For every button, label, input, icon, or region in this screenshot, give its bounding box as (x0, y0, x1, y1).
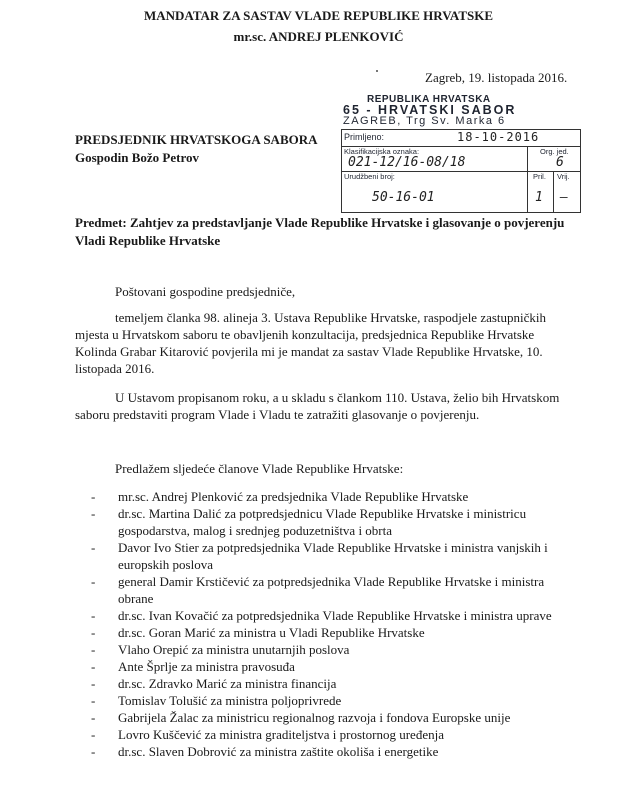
stamp-class-cell (342, 147, 528, 172)
place-date: Zagreb, 19. listopada 2016. (425, 70, 568, 85)
list-dash: - (91, 659, 96, 674)
stamp-republic: REPUBLIKA HRVATSKA (367, 94, 491, 105)
stamp-urbroj-value: 50-16-01 (372, 190, 435, 205)
list-dash: - (91, 574, 96, 589)
member-text: dr.sc. Ivan Kovačić za potpredsjednika Vlade Republike Hrvatske i ministra uprave (118, 608, 552, 623)
stamp-vrij-label: Vrij. (557, 172, 570, 181)
list-dash: - (91, 744, 96, 759)
list-dash: - (91, 710, 96, 725)
sender-title: MANDATAR ZA SASTAV VLADE REPUBLIKE HRVATSKE (143, 8, 494, 23)
list-dash: - (91, 642, 96, 657)
member-text: Ante Šprlje za ministra pravosuđa (118, 659, 295, 674)
member-text: dr.sc. Martina Dalić za potpredsjednicu Vlade Republike Hrvatske i ministricu (118, 506, 527, 521)
stamp-pril-value: 1 (535, 190, 543, 205)
stamp-received-label: Primljeno: (344, 132, 385, 142)
paragraph-1-line-4: listopada 2016. (75, 361, 155, 376)
list-dash: - (91, 489, 96, 504)
member-text: Lovro Kuščević za ministra graditeljstva i prostornog uređenja (118, 727, 444, 742)
list-dash: - (91, 506, 96, 521)
stamp-org-cell (528, 147, 580, 172)
stamp-address: ZAGREB, Trg Sv. Marka 6 (343, 115, 506, 127)
member-text-cont: gospodarstva, malog i srednjeg poduzetništva i obrta (118, 523, 393, 538)
member-text: Tomislav Tolušić za ministra poljoprivrede (118, 693, 342, 708)
member-text: dr.sc. Goran Marić za ministra u Vladi Republike Hrvatske (118, 625, 425, 640)
recipient-name: Gospodin Božo Petrov (75, 150, 199, 165)
stamp-received-value: 18-10-2016 (457, 130, 540, 144)
member-text: general Damir Krstičević za potpredsjednika Vlade Republike Hrvatske i ministra (118, 574, 545, 589)
list-dash: - (91, 676, 96, 691)
list-dash: - (91, 727, 96, 742)
member-text-cont: europskih poslova (118, 557, 213, 572)
list-dash: - (91, 625, 96, 640)
stamp-class-label: Klasifikacijska oznaka: (344, 147, 420, 156)
member-text: Vlaho Orepić za ministra unutarnjih poslova (118, 642, 350, 657)
stamp-sabor: 65 - HRVATSKI SABOR (343, 103, 517, 117)
stamp-org-value: 6 (556, 155, 564, 170)
stamp-org-label: Org. jed. (540, 147, 569, 156)
paragraph-2-line-1: U Ustavom propisanom roku, a u skladu s člankom 110. Ustava, želio bih Hrvatskom (115, 390, 560, 405)
recipient-title: PREDSJEDNIK HRVATSKOGA SABORA (75, 132, 318, 147)
stamp-vrij-cell (554, 172, 580, 212)
registry-stamp (337, 94, 582, 212)
subject-line-2: Vladi Republike Hrvatske (75, 233, 221, 248)
list-intro: Predlažem sljedeće članove Vlade Republike Hrvatske: (115, 461, 404, 476)
member-text: dr.sc. Slaven Dobrović za ministra zaštite okoliša i energetike (118, 744, 439, 759)
list-dash: - (91, 693, 96, 708)
scan-speck (376, 70, 378, 72)
stamp-urbroj-cell (342, 172, 528, 212)
paragraph-2-line-2: saboru predstaviti program Vlade i Vladu te zatražiti glasovanje o povjerenju. (75, 407, 480, 422)
stamp-pril-cell (528, 172, 554, 212)
member-text: dr.sc. Zdravko Marić za ministra financija (118, 676, 337, 691)
member-text-cont: obrane (118, 591, 154, 606)
stamp-received-cell (342, 130, 580, 147)
member-text: Gabrijela Žalac za ministricu regionalnog razvoja i fondova Europske unije (118, 710, 511, 725)
stamp-vrij-value: — (560, 190, 568, 205)
list-dash: - (91, 608, 96, 623)
paragraph-1-line-1: temeljem članka 98. alineja 3. Ustava Republike Hrvatske, raspodjele zastupničkih (115, 310, 547, 325)
subject-line-1: Predmet: Zahtjev za predstavljanje Vlade Republike Hrvatske i glasovanje o povjerenju (75, 215, 565, 230)
paragraph-1-line-2: mjesta u Hrvatskom saboru te obavljenih konzultacija, predsjednica Republike Hrvatske (75, 327, 535, 342)
list-dash: - (91, 540, 96, 555)
sender-name: mr.sc. ANDREJ PLENKOVIĆ (233, 29, 404, 44)
stamp-pril-label: Pril. (533, 172, 546, 181)
member-text: Davor Ivo Stier za potpredsjednika Vlade Republike Hrvatske i ministra vanjskih i (118, 540, 548, 555)
paragraph-1-line-3: Kolinda Grabar Kitarović povjerila mi je mandat za sastav Vlade Republike Hrvatske, 10. (75, 344, 543, 359)
stamp-class-value: 021-12/16-08/18 (348, 155, 466, 170)
member-text: mr.sc. Andrej Plenković za predsjednika Vlade Republike Hrvatske (118, 489, 469, 504)
stamp-grid (341, 129, 581, 213)
salutation: Poštovani gospodine predsjedniče, (115, 284, 296, 299)
stamp-urbroj-label: Urudžbeni broj: (344, 172, 395, 181)
